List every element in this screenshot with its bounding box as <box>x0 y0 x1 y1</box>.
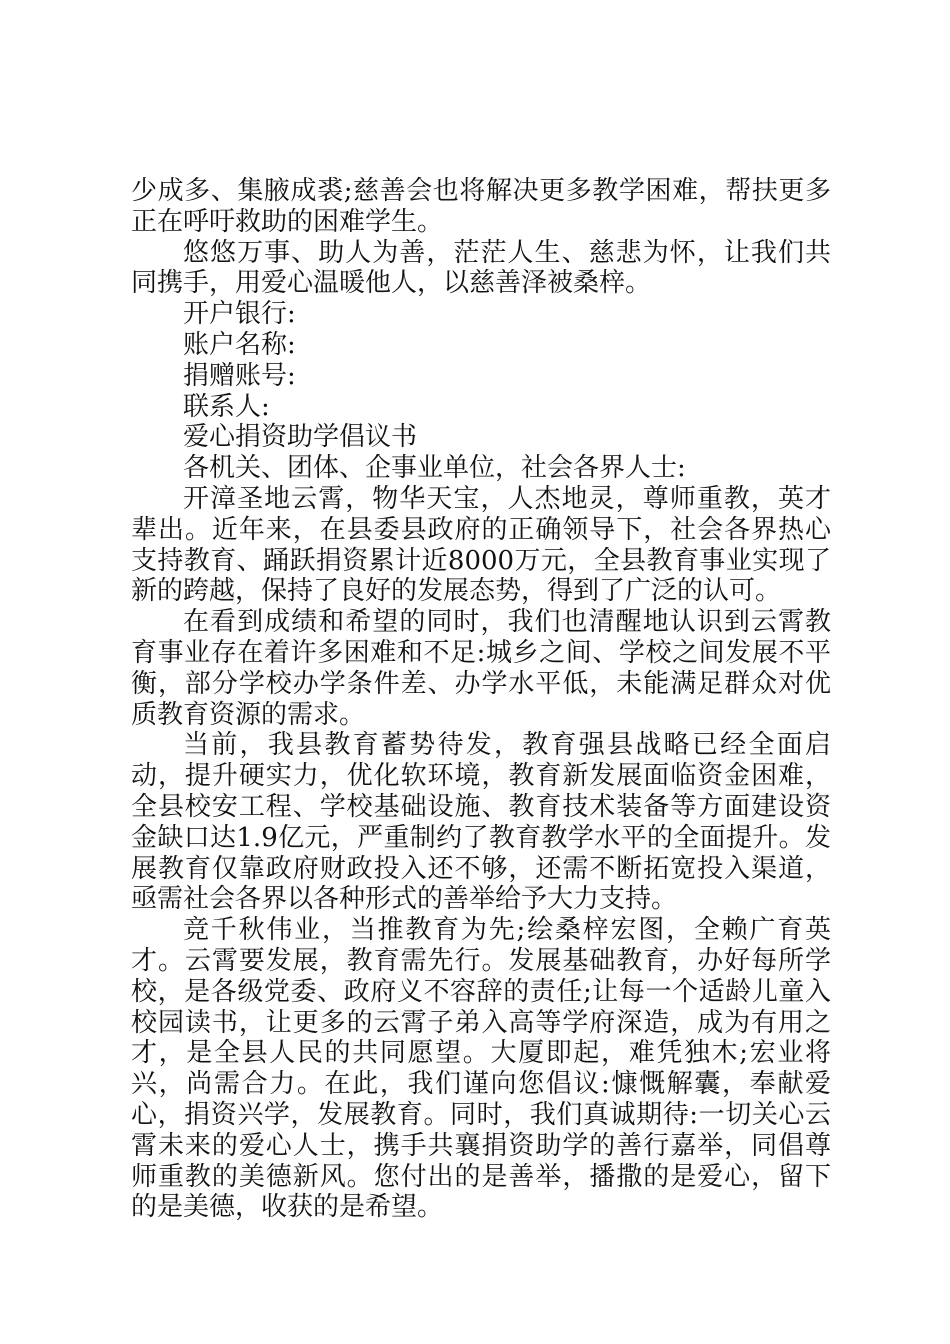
paragraph-call-to-action: 竞千秋伟业，当推教育为先;绘桑梓宏图，全赖广育英才。云霄要发展，教育需先行。发展基础教育，办好每所学校，是各级党委、政府义不容辞的责任;让每一个适龄儿童入校园读书，让更多的云霄子弟入高等学府深造，成为有用之才，是全县人民的共同愿望。大厦即起，难凭独木;宏业将兴，尚需合力。在此，我们谨向您倡议:慷慨解囊，奉献爱心，捐资兴学，发展教育。同时，我们真诚期待:一切关心云霄未来的爱心人士，携手共襄捐资助学的善行嘉举，同倡尊师重教的美德新风。您付出的是善举，播撒的是爱心，留下的是美德，收获的是希望。 <box>131 915 831 1223</box>
paragraph-difficulties: 在看到成绩和希望的同时，我们也清醒地认识到云霄教育事业存在着许多困难和不足:城乡之间、学校之间发展不平衡，部分学校办学条件差、办学水平低，未能满足群众对优质教育资源的需求。 <box>131 607 831 730</box>
proposal-title: 爱心捐资助学倡议书 <box>183 422 418 453</box>
paragraph-appeal: 悠悠万事、助人为善，茫茫人生、慈悲为怀，让我们共同携手，用爱心温暖他人，以慈善泽被桑梓。 <box>131 237 831 299</box>
paragraph-intro: 开漳圣地云霄，物华天宝，人杰地灵，尊师重教，英才辈出。近年来，在县委县政府的正确领导下，社会各界热心支持教育、踊跃捐资累计近8000万元，全县教育事业实现了新的跨越，保持了良好的发展态势，得到了广泛的认可。 <box>131 483 831 607</box>
donation-account-label: 捐赠账号: <box>183 360 296 391</box>
document-body <box>131 176 831 1223</box>
salutation: 各机关、团体、企事业单位，社会各界人士: <box>183 453 686 484</box>
paragraph-continuation: 少成多、集腋成裘;慈善会也将解决更多教学困难，帮扶更多正在呼吁救助的困难学生。 <box>131 176 831 237</box>
contact-label: 联系人: <box>183 391 270 422</box>
paragraph-funding-gap: 当前，我县教育蓄势待发，教育强县战略已经全面启动，提升硬实力，优化软环境，教育新发展面临资金困难，全县校安工程、学校基础设施、教育技术装备等方面建设资金缺口达1.9亿元，严重制约了教育教学水平的全面提升。发展教育仅靠政府财政投入还不够，还需不断拓宽投入渠道，亟需社会各界以各种形式的善举给予大力支持。 <box>131 730 831 915</box>
bank-name-label: 开户银行: <box>183 299 296 330</box>
account-name-label: 账户名称: <box>183 329 296 360</box>
